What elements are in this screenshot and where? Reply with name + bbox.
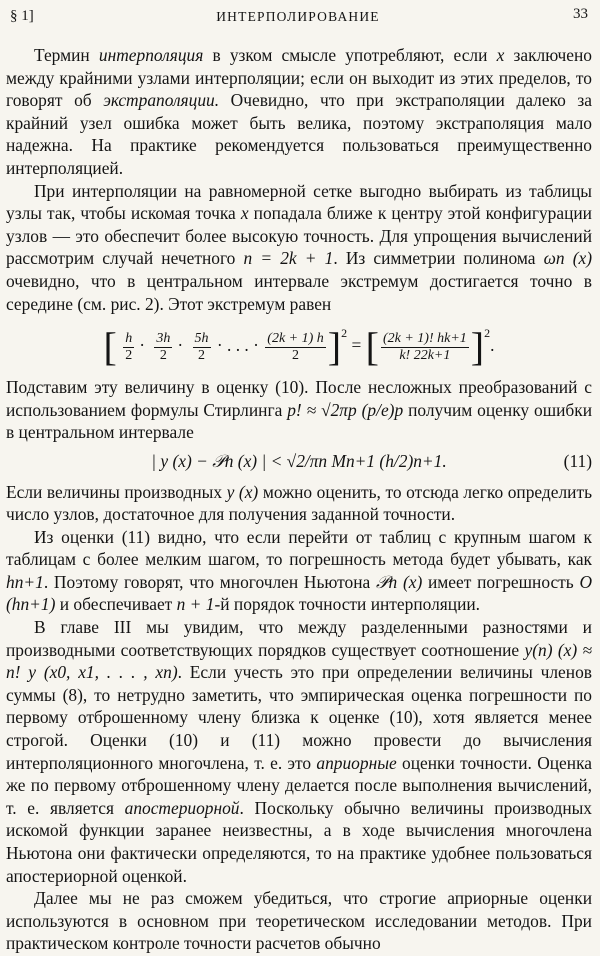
equation-number: (11) bbox=[563, 450, 592, 471]
paragraph-stirling: Подставим эту величину в оценку (10). После несложных преобразований с использованием формулы Стирлинга p! ≈ √2πp (p/e)p получим оценку ошибки в центральном интервале bbox=[6, 377, 593, 443]
formula-error-estimate: | y (x) − 𝒫n (x) | < √2/πn Mn+1 (h/2)n+1. (11) bbox=[151, 450, 592, 471]
page-number: 33 bbox=[573, 6, 588, 22]
paragraph-uniform-grid: При интерполяции на равномерной сетке выгодно выбирать из таблицы узлы так, чтобы искомая точка x попадала ближе к центру этой конфигурации узлов — это обеспечит более высокую точность. Для упрощения вычислений рассмотрим случай нечетного n = 2k + 1. Из симметрии полинома ωn (x) очевидно, что в центральном интервале экстремум достигается точно в середине (см. рис. 2). Этот экстремум равен bbox=[6, 180, 592, 314]
paragraph-a-priori: В главе III мы увидим, что между разделенными разностями и производными соответствующих порядков существует соотношение y(n) (x) ≈ n! y (x0, x1, . . . , xn). Если учесть это при определении величины членов суммы (8), то нетрудно заметить, что эмпирическая оценка погрешности по первому отброшенному члену близка к оценке (10), хотя является менее строгой. Оценки (10) и (11) можно провести до вычисления интерполяционного многочлена, т. е. это априорные оценки точности. Оценка же по первому отброшенному члену делается после выполнения вычислений, т. е. является апостериорной. Поскольку обычно величины производных искомой функции заранее неизвестны, а в ходе вычисления многочлена Ньютона они фактически определяются, то на практике удобнее пользоваться апостериорной оценкой. bbox=[6, 617, 593, 886]
fraction: $\frac{(2k + 1) h}{2}$ bbox=[267, 330, 324, 363]
paragraph-interpolation-term: Термин интерполяция в узком смысле употребляют, если x заключено между крайними узлами интерполяции; если он выходит из этих пределов, то говорят об экстраполяции. Очевидно, что при экстраполяции далеко за крайний узел ошибка может быть велика, поэтому экстраполяция мало надежна. На практике рекомендуется пользоваться преимущественно интерполяцией. bbox=[6, 45, 592, 178]
fraction: $\frac{h}{2}$ bbox=[125, 330, 133, 363]
paragraph-step-size: Из оценки (11) видно, что если перейти от таблиц с крупным шагом к таблицам с более мелким шагом, то погрешность метода будет убывать, как hn+1. Поэтому говорят, что многочлен Ньютона 𝒫n (x) имеет погрешность O (hn+1) и обеспечивает n + 1-й порядок точности интерполяции. bbox=[6, 526, 592, 615]
running-header bbox=[6, 6, 590, 28]
section-mark: § 1] bbox=[10, 8, 34, 24]
paragraph-conclusion: Далее мы не раз сможем убедиться, что строгие априорные оценки используются в основном при теоретическом исследовании методов. При практическом контроле точности расчетов обычно bbox=[6, 888, 592, 954]
fraction: $\frac{(2k + 1)! hk+1}{k! 22k+1}$ bbox=[382, 330, 467, 363]
fraction: $\frac{3h}{2}$ bbox=[156, 330, 171, 363]
paragraph-derivatives: Если величины производных y (x) можно оценить, то отсюда легко определить число узлов, достаточное для получения заданной точности. bbox=[6, 481, 593, 525]
formula-extremum: [ $\frac{h}{2}$ · $\frac{3h}{2}$ · $\frac{5h}{2}$ · . . . · $\frac{(2k + 1) h}{2}$ ]$^2$ = [ $\frac{(2k + 1)! hk+1}{k! 22k+1}$ ]$^2$. bbox=[103, 324, 495, 370]
chapter-title: ИНТЕРПОЛИРОВАНИЕ bbox=[216, 9, 380, 24]
fraction: $\frac{5h}{2}$ bbox=[194, 330, 209, 363]
page-body bbox=[6, 44, 592, 955]
